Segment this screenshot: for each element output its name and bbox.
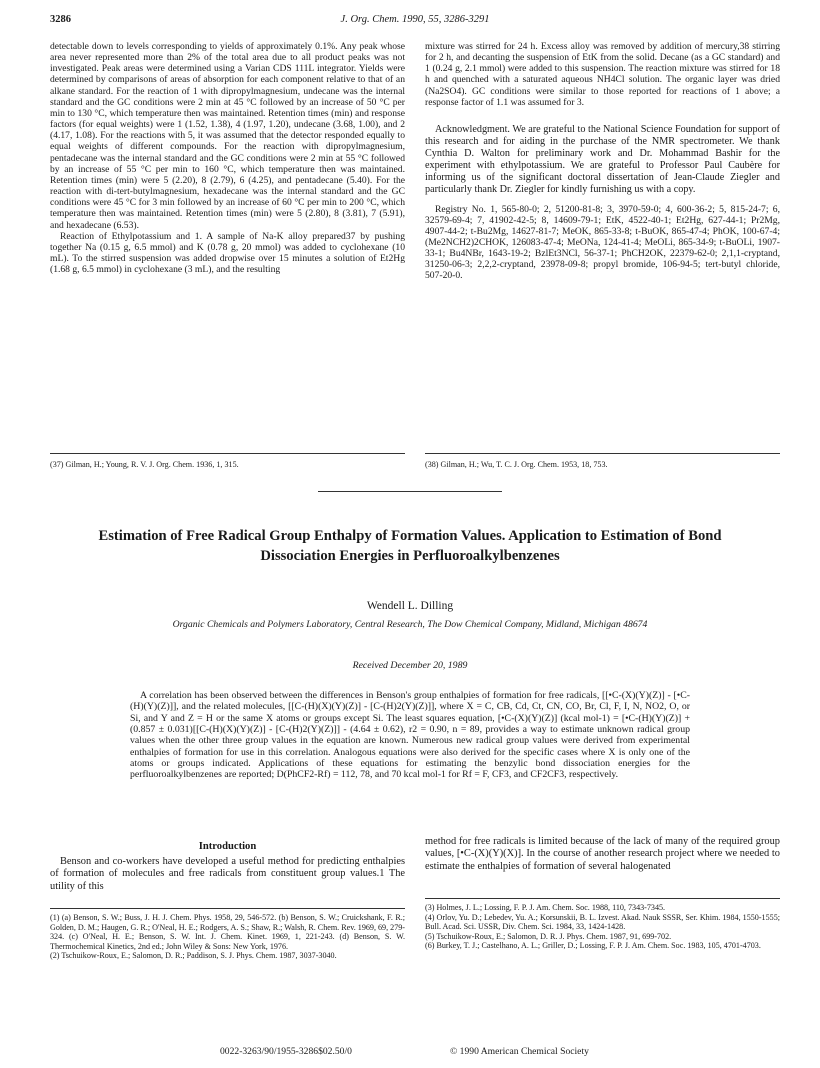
previous-article-left-column [50,41,405,275]
page-number: 3286 [50,14,71,25]
footnote-4: (4) Orlov, Yu. D.; Lebedev, Yu. A.; Korsunskii, B. L. Izvest. Akad. Nauk SSSR, Ser. Khim. 1984, 1550-1555; Bull. Acad. Sci. USSR, Div. Chem. Sci. 1984, 33, 1424-1428. [425,912,780,932]
abstract [130,690,690,781]
footnotes-right [425,903,780,951]
footnote-rule-right [425,453,780,454]
footnote-2: (2) Tschuikow-Roux, E.; Salomon, D. R.; Paddison, S. J. Phys. Chem. 1987, 3037-3040. [50,951,337,961]
article-code: 0022-3263/90/1955-3286$02.50/0 [220,1046,352,1057]
footnote-6: (6) Burkey, T. J.; Castelhano, A. L.; Griller, D.; Lossing, F. P. J. Am. Chem. Soc. 1983, 105, 4701-4703. [425,941,761,951]
footnotes-left [50,913,405,961]
article-separator [318,491,502,492]
previous-article-right-column [425,41,780,282]
footnote-3: (3) Holmes, J. L.; Lossing, F. P. J. Am. Chem. Soc. 1988, 110, 7343-7345. [425,903,666,912]
copyright: © 1990 American Chemical Society [450,1046,589,1057]
introduction-heading: Introduction [198,841,257,852]
affiliation: Organic Chemicals and Polymers Laboratory, Central Research, The Dow Chemical Company, Midland, Michigan 48674 [172,619,648,630]
experimental-paragraph: detectable down to levels corresponding to yields of approximately 0.1%. Any peak whose area never represented more than 2% of the total area due to all product peaks was not investigated. Peak areas were determined using a Varian CDS 111L integrator. Yields were determined by comparisons of areas of absorption for each component relative to that of an alkane standard. For the reaction of 1 with dipropylmagnesium, undecane was the internal standard and the GC conditions were 2 min at 45 °C followed by an increase of 50 °C per min to 130 °C, which temperature then was maintained. Retention times (min) and response factors (for equal weights) were 1 (1.52, 1.38), 4 (1.97, 1.20), undecane (3.68, 1.00), and 2 (4.17, 1.08). For the reactions with 5, it was assumed that the detector responded equally to equal weights of different compounds. For the reaction with dipropylmagnesium, pentadecane was the internal standard and the GC conditions were 2 min at 55 °C followed by an increase of 55 °C per min to 160 °C, which temperature then was maintained. Retention times (min) were 5 (2.20), 8 (2.79), 6 (4.25), and pentadecane (5.40). For the reaction with di-tert-butylmagnesium, hexadecane was the internal standard and the GC conditions were 45 °C for 3 min followed by an increase of 60 °C per min to 200 °C, which temperature then was maintained. Retention times (min) were 5 (2.80), 8 (3.81), 7 (5.91), and hexadecane (6.53). [50,41,405,231]
footnote-38: (38) Gilman, H.; Wu, T. C. J. Org. Chem. 1953, 18, 753. [425,460,608,469]
footnote-37: (37) Gilman, H.; Young, R. V. J. Org. Chem. 1936, 1, 315. [50,460,239,469]
registry-numbers: Registry No. 1, 565-80-0; 2, 51200-81-8; 3, 3970-59-0; 4, 600-36-2; 5, 815-24-7; 6, 32579-69-4; 7, 41902-42-5; 8, 14609-79-1; EtK, 4522-40-1; Et2Hg, 627-44-1; Pr2Mg, 4907-44-2; t-Bu2Mg, 14627-81-7; MeOK, 865-33-8; t-BuOK, 865-47-4; PhOK, 100-67-4; (Me2NCH2)2CHOK, 126083-47-4; MeONa, 124-41-4; MeOLi, 865-34-9; t-BuOLi, 1907-33-1; Bu4NBr, 1643-19-2; BzlEt3NCl, 56-37-1; PhCH2OK, 22379-62-0; 2,1,1-cryptand, 31250-06-3; 2,2,2-cryptand, 23978-09-8; propyl bromide, 106-94-5; tert-butyl chloride, 507-20-0. [425,203,780,282]
footnote-rule-left [50,453,405,454]
journal-citation: J. Org. Chem. 1990, 55, 3286-3291 [340,14,490,25]
article-title: Estimation of Free Radical Group Enthalpy of Formation Values. Application to Estimation of Bond Dissociation Energies in Perfluoroalkylbenzenes [98,528,722,564]
footnote-1: (1) (a) Benson, S. W.; Buss, J. H. J. Chem. Phys. 1958, 29, 546-572. (b) Benson, S. W.; Cruickshank, F. R.; Golden, D. M.; Haugen, G. R.; O'Neal, H. E.; Rodgers, A. S.; Shaw, R.; Walsh, R. Chem. Rev. 1969, 69, 279-324. (c) O'Neal, H. E.; Benson, S. W. Int. J. Chem. Kinet. 1969, 1, 221-243. (d) Benson, S. W. Thermochemical Kinetics, 2nd ed.; John Wiley & Sons: New York, 1976. [50,913,405,951]
introduction-left [50,856,405,893]
introduction-text-right: method for free radicals is limited because of the lack of many of the required group values, [•C-(X)(Y)(X)]. In the course of another research project where we needed to estimate the enthalpies of formation of several halogenated [425,836,780,872]
footnote-rule-right-2 [425,898,780,899]
running-header [50,14,780,30]
introduction-text-left: Benson and co-workers have developed a useful method for predicting enthalpies of formation of molecules and free radicals from constituent group values.1 The utility of this [50,856,405,892]
ethylpotassium-paragraph: Reaction of Ethylpotassium and 1. A sample of Na-K alloy prepared37 by pushing together Na (0.15 g, 6.5 mmol) and K (0.78 g, 20 mmol) was added to cyclohexane (10 mL). To the stirred suspension was added dropwise over 15 minutes a solution of Et2Hg (1.68 g, 6.5 mmol) in cyclohexane (3 mL), and the resulting [50,230,405,276]
author: Wendell L. Dilling [366,600,454,612]
experimental-continuation: mixture was stirred for 24 h. Excess alloy was removed by addition of mercury,38 stirring for 2 h, and decanting the suspension of EtK from the solid. Decane (as a GC standard) and 1 (0.24 g, 2.1 mmol) were added to this suspension. The reaction mixture was stirred for 18 h and quenched with a saturated aqueous NH4Cl solution. The organic layer was dried (Na2SO4). GC conditions were similar to those reported for reactions of 1 above; a response factor of 1.1 was assumed for 3. [425,41,780,108]
acknowledgment: Acknowledgment. We are grateful to the National Science Foundation for support of this research and for aiding in the purchase of the NMR spectrometer. We thank Cynthia D. Walton for preliminary work and Dr. Mohammad Bashir for the experiment with ethylpotassium. We are grateful to Professor Paul Caubère for informing us of the significant doctoral dissertation of Jean-Claude Ziegler and particularly thank Dr. Ziegler for kindly furnishing us with a copy. [425,123,780,196]
introduction-right [425,836,780,873]
footnote-5: (5) Tschuikow-Roux, E.; Salomon, D. R. J. Phys. Chem. 1987, 91, 699-702. [425,931,672,941]
abstract-text: A correlation has been observed between the differences in Benson's group enthalpies of formation for free radicals, [[•C-(X)(Y)(Z)] - [•C-(H)(Y)(Z)]], and the related molecules, [[C-(H)(X)(Y)(Z)] - [C-(H)2(Y)(Z)]], where X = C, CB, Cd, Ct, CN, CO, Br, Cl, F, I, N, NO2, O, or Si, and Y and Z = H or the same X atoms or groups except Si. The least squares equation, [•C-(X)(Y)(Z)] (kcal mol-1) = [•C-(H)(Y)(Z)] + (0.857 ± 0.031)[[C-(H)(X)(Y)(Z)] - [C-(H)2(Y)(Z)]] - (4.64 ± 0.62), r2 = 0.90, n = 89, provides a way to estimate unknown radical group values when the other three group values in the equation are known. Numerous new radical group values were derived from experimental enthalpies of formation for use in this correlation. Analogous equations were also derived for the specific cases where X is only one of the atoms or groups indicated. Applications of these equations for estimating the benzylic bond dissociation energies for the perfluoroalkylbenzenes are reported; D(PhCF2-Rf) = 112, 78, and 70 kcal mol-1 for Rf = F, CF3, and CF2CF3, respectively. [130,690,690,781]
footnote-rule-left-2 [50,908,405,909]
received-date: Received December 20, 1989 [352,660,468,671]
